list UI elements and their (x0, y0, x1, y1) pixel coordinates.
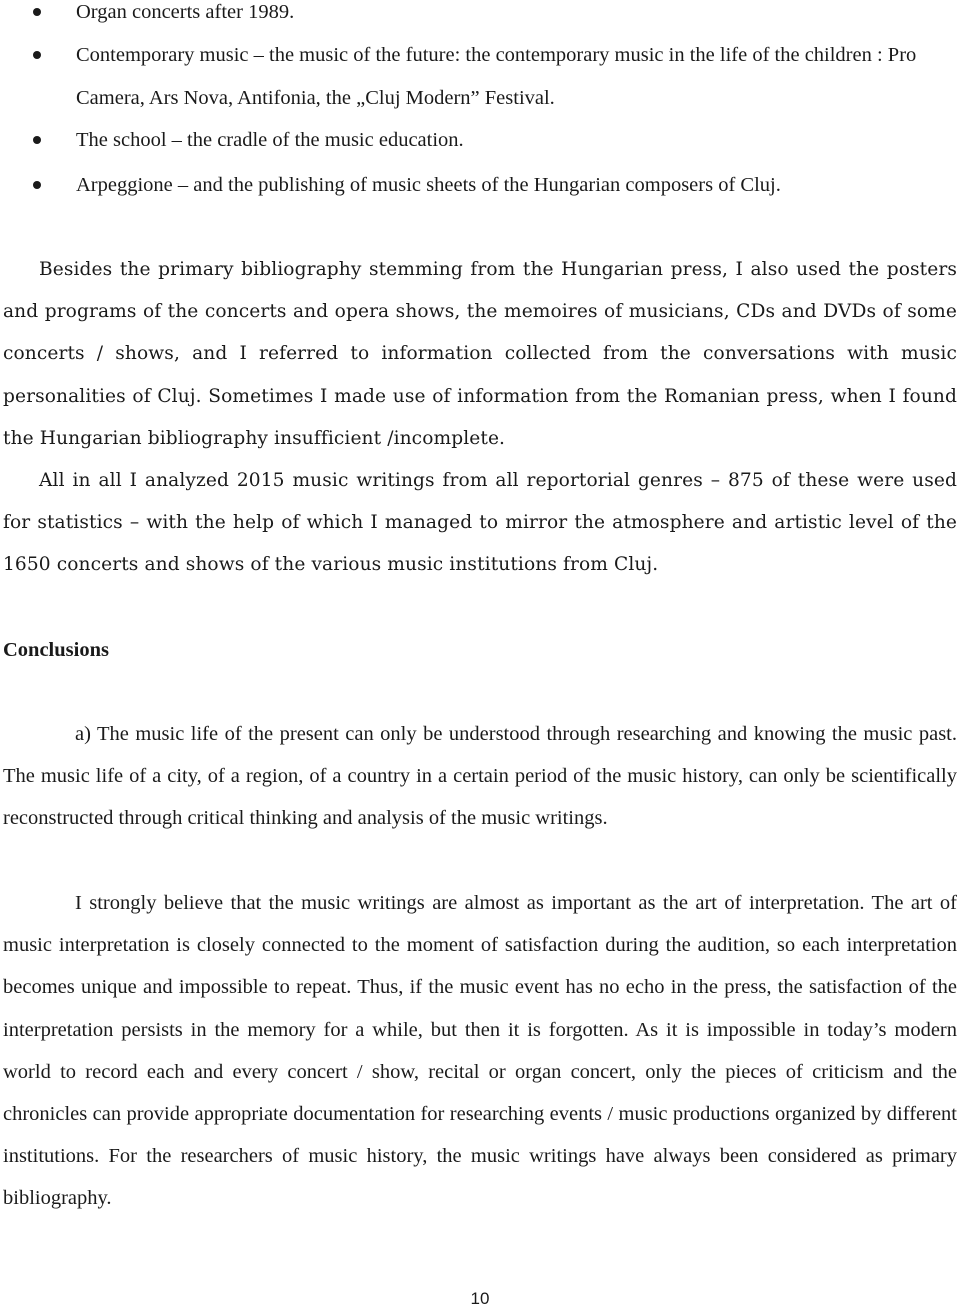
bullet-text: The school – the cradle of the music education. (76, 129, 464, 151)
bullet-dot-icon (33, 136, 41, 144)
page-number: 10 (470, 1289, 490, 1308)
bullet-text: Organ concerts after 1989. (76, 1, 295, 23)
bullet-dot-icon (33, 181, 41, 189)
bullet-dot-icon (33, 51, 41, 59)
bullet-item (0, 0, 960, 34)
bullet-text: Contemporary music – the music of the future: the contemporary music in the life of the children : Pro Camera, Ars Nova, Antifonia, the „Cluj Modern” Festival. (76, 44, 917, 109)
bullet-item (0, 119, 960, 162)
paragraph-conclusion-b: I strongly believe that the music writings are almost as important as the art of interpretation. The art of music interpretation is closely connected to the moment of satisfaction during the audition, so each interpretation becomes unique and impossible to repeat. Thus, if the music event has no echo in the press, the satisfaction of the interpretation persists in the memory for a while, but then it is forgotten. As it is impossible in today’s modern world to record each and every concert / show, recital or organ concert, only the pieces of criticism and the chronicles can provide appropriate documentation for researching events / music productions organized by different institutions. For the researchers of music history, the music writings have always been considered as primary bibliography. (3, 892, 957, 1210)
bullet-text: Arpeggione – and the publishing of music sheets of the Hungarian composers of Cluj. (76, 174, 781, 196)
paragraph-bibliography: Besides the primary bibliography stemming from the Hungarian press, I also used the posters and programs of the concerts and opera shows, the memoires of musicians, CDs and DVDs of some concerts / shows, and I referred to information collected from the conversations with music personalities of Cluj. Sometimes I made use of information from the Romanian press, when I found the Hungarian bibliography insufficient /incomplete. (3, 259, 957, 449)
bullet-item (0, 34, 960, 119)
paragraph-conclusion-a: a) The music life of the present can only be understood through researching and knowing the music past. The music life of a city, of a region, of a country in a certain period of the music history, can only be scientifically reconstructed through critical thinking and analysis of the music writings. (3, 723, 957, 830)
paragraph-analysis: All in all I analyzed 2015 music writings from all reportorial genres – 875 of these were used for statistics – with the help of which I managed to mirror the atmosphere and artistic level of the 1650 concerts and shows of the various music institutions from Cluj. (3, 470, 957, 576)
section-heading: Conclusions (3, 639, 109, 661)
bullet-item (0, 164, 960, 207)
bullet-dot-icon (33, 8, 41, 16)
